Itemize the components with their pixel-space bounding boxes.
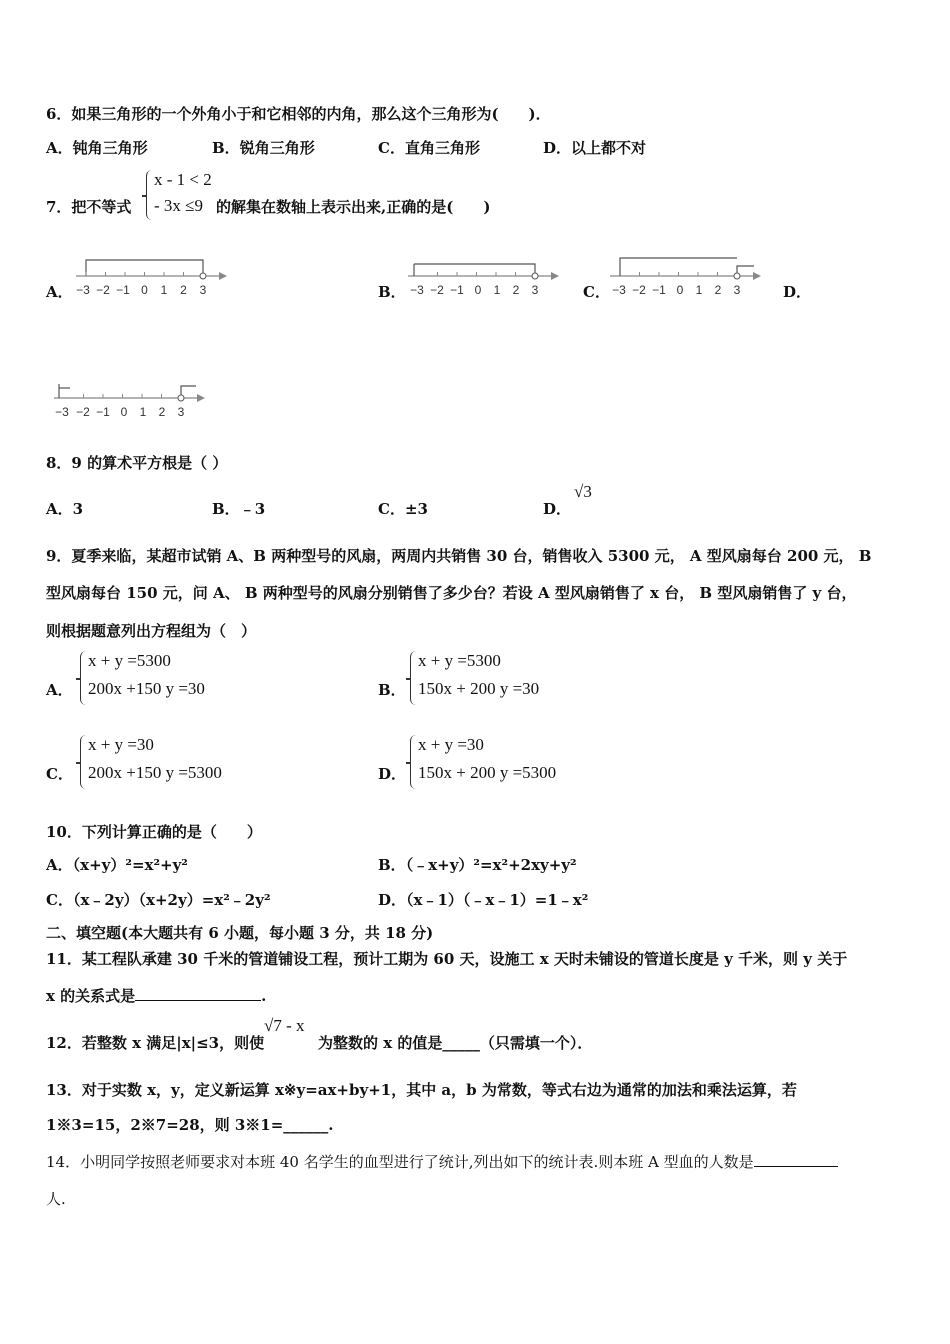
q7-inequality-system	[146, 170, 216, 220]
q14-stem-line1: 14．小明同学按照老师要求对本班 40 名学生的血型进行了统计,列出如下的统计表.则本班 A 型血的人数是	[46, 1151, 838, 1172]
q11-stem-line2: x 的关系式是 .	[46, 987, 267, 1005]
tick-label: −2	[96, 283, 110, 297]
q13-stem-line1: 13．对于实数 x，y，定义新运算 x※y=ax+by+1，其中 a，b 为常数，等式右边为通常的加法和乘法运算，若	[46, 1081, 797, 1099]
tick-label: −3	[410, 283, 424, 297]
tick-label: 2	[180, 283, 187, 297]
q6-option-d[interactable]: D．以上都不对	[543, 139, 647, 157]
tick-label: −2	[632, 283, 646, 297]
q10-stem: 10．下列计算正确的是（ ）	[46, 823, 262, 841]
tick-label: 3	[177, 405, 185, 419]
tick-label: 0	[474, 283, 482, 297]
tick-label: 3	[199, 283, 207, 297]
equation: x + y =5300	[418, 651, 501, 670]
tick-label: 1	[139, 405, 147, 419]
q8-stem: 8．9 的算术平方根是（ ）	[46, 454, 228, 472]
tick-label: −1	[652, 283, 666, 297]
q7-number-line-d[interactable]	[50, 374, 210, 426]
q8-option-b[interactable]: B．﹣3	[212, 500, 266, 518]
equation: x + y =30	[418, 735, 484, 754]
tick-label: 3	[733, 283, 741, 297]
equation: 150x + 200 y =5300	[418, 763, 557, 782]
q9-option-b-system[interactable]	[410, 651, 570, 705]
tick-label: 1	[160, 283, 168, 297]
q9-option-a-system[interactable]	[80, 651, 240, 705]
section-heading: 二、填空题(本大题共有 6 小题，每小题 3 分，共 18 分)	[46, 924, 434, 942]
q14-answer-blank[interactable]	[754, 1152, 838, 1167]
q11-stem-line1: 11．某工程队承建 30 千米的管道铺设工程，预计工期为 60 天，设施工 x 天时未铺设的管道长度是 y 千米，则 y 关于	[46, 950, 848, 968]
q8-option-c[interactable]: C．±3	[378, 500, 428, 518]
q7-option-d-label[interactable]: D．	[783, 283, 812, 301]
tick-label: 2	[714, 283, 722, 297]
q8-option-d-label[interactable]: D．	[543, 500, 572, 518]
q10-option-c[interactable]: C．（x﹣2y）（x+2y）=x²﹣2y²	[46, 891, 271, 909]
q7-inequality-2: - 3x ≤9	[154, 196, 203, 215]
tick-label: −1	[450, 283, 464, 297]
q8-option-d-radical[interactable]: √3	[574, 482, 592, 501]
tick-label: −1	[96, 405, 110, 419]
tick-label: −3	[55, 405, 69, 419]
q9-stem-line2: 型风扇每台 150 元，问 A、 B 两种型号的风扇分别销售了多少台？若设 A 型风扇销售了 x 台， B 型风扇销售了 y 台，	[46, 584, 857, 602]
q9-option-b-label[interactable]: B．	[378, 681, 406, 699]
q7-option-c-label[interactable]: C．	[583, 283, 610, 301]
equation: 150x + 200 y =30	[418, 679, 540, 698]
equation: x + y =30	[88, 735, 154, 754]
q7-inequality-1: x - 1 < 2	[154, 170, 212, 189]
q7-option-a-label[interactable]: A．	[46, 283, 73, 301]
q7-number-line-c[interactable]	[606, 252, 766, 302]
q6-option-a[interactable]: A．钝角三角形	[46, 139, 148, 157]
q12-radical: √7 - x	[264, 1016, 305, 1035]
tick-label: −3	[76, 283, 90, 297]
tick-label: −3	[612, 283, 626, 297]
q8-option-a[interactable]: A．3	[46, 500, 84, 518]
q6-option-c[interactable]: C．直角三角形	[378, 139, 480, 157]
q9-option-d-label[interactable]: D．	[378, 765, 407, 783]
q9-option-d-system[interactable]	[410, 735, 580, 789]
q7-suffix: 的解集在数轴上表示出来,正确的是( )	[216, 198, 491, 216]
q9-option-c-system[interactable]	[80, 735, 250, 789]
q9-stem-line3: 则根据题意列出方程组为（ ）	[46, 622, 257, 640]
q10-option-b[interactable]: B．（﹣x+y）²=x²+2xy+y²	[378, 856, 577, 874]
tick-label: 0	[141, 283, 148, 297]
equation: x + y =5300	[88, 651, 171, 670]
tick-label: 0	[676, 283, 684, 297]
q7-option-b-label[interactable]: B．	[378, 283, 406, 301]
q10-option-d[interactable]: D．（x﹣1）（﹣x﹣1）=1﹣x²	[378, 891, 589, 909]
tick-label: 3	[531, 283, 539, 297]
q13-stem-line2: 1※3=15，2※7=28，则 3※1=______.	[46, 1116, 334, 1134]
tick-label: 0	[120, 405, 128, 419]
q6-option-b[interactable]: B．锐角三角形	[212, 139, 315, 157]
q7-prefix: 7．把不等式	[46, 198, 132, 216]
tick-label: 1	[695, 283, 703, 297]
equation: 200x +150 y =30	[88, 679, 205, 698]
q12-prefix: 12．若整数 x 满足|x|≤3，则使	[46, 1034, 265, 1052]
tick-label: −2	[430, 283, 444, 297]
q10-option-a[interactable]: A．（x+y）²=x²+y²	[46, 856, 188, 874]
tick-label: −1	[116, 283, 130, 297]
q7-number-line-b[interactable]	[404, 252, 564, 302]
tick-label: −2	[76, 405, 90, 419]
tick-label: 2	[512, 283, 520, 297]
q9-stem-line1: 9．夏季来临，某超市试销 A、B 两种型号的风扇，两周内共销售 30 台，销售收入 5300 元， A 型风扇每台 200 元， B	[46, 547, 872, 565]
q7-number-line-a[interactable]	[72, 252, 232, 302]
equation: 200x +150 y =5300	[88, 763, 222, 782]
q9-option-a-label[interactable]: A．	[46, 681, 73, 699]
q9-option-c-label[interactable]: C．	[46, 765, 73, 783]
q12-suffix: 为整数的 x 的值是_____（只需填一个）．	[318, 1034, 593, 1052]
q11-answer-blank[interactable]	[135, 986, 261, 1001]
tick-label: 2	[158, 405, 166, 419]
q6-stem: 6．如果三角形的一个外角小于和它相邻的内角，那么这个三角形为( )．	[46, 105, 551, 123]
q14-stem-line2: 人.	[46, 1190, 66, 1208]
tick-label: 1	[493, 283, 501, 297]
